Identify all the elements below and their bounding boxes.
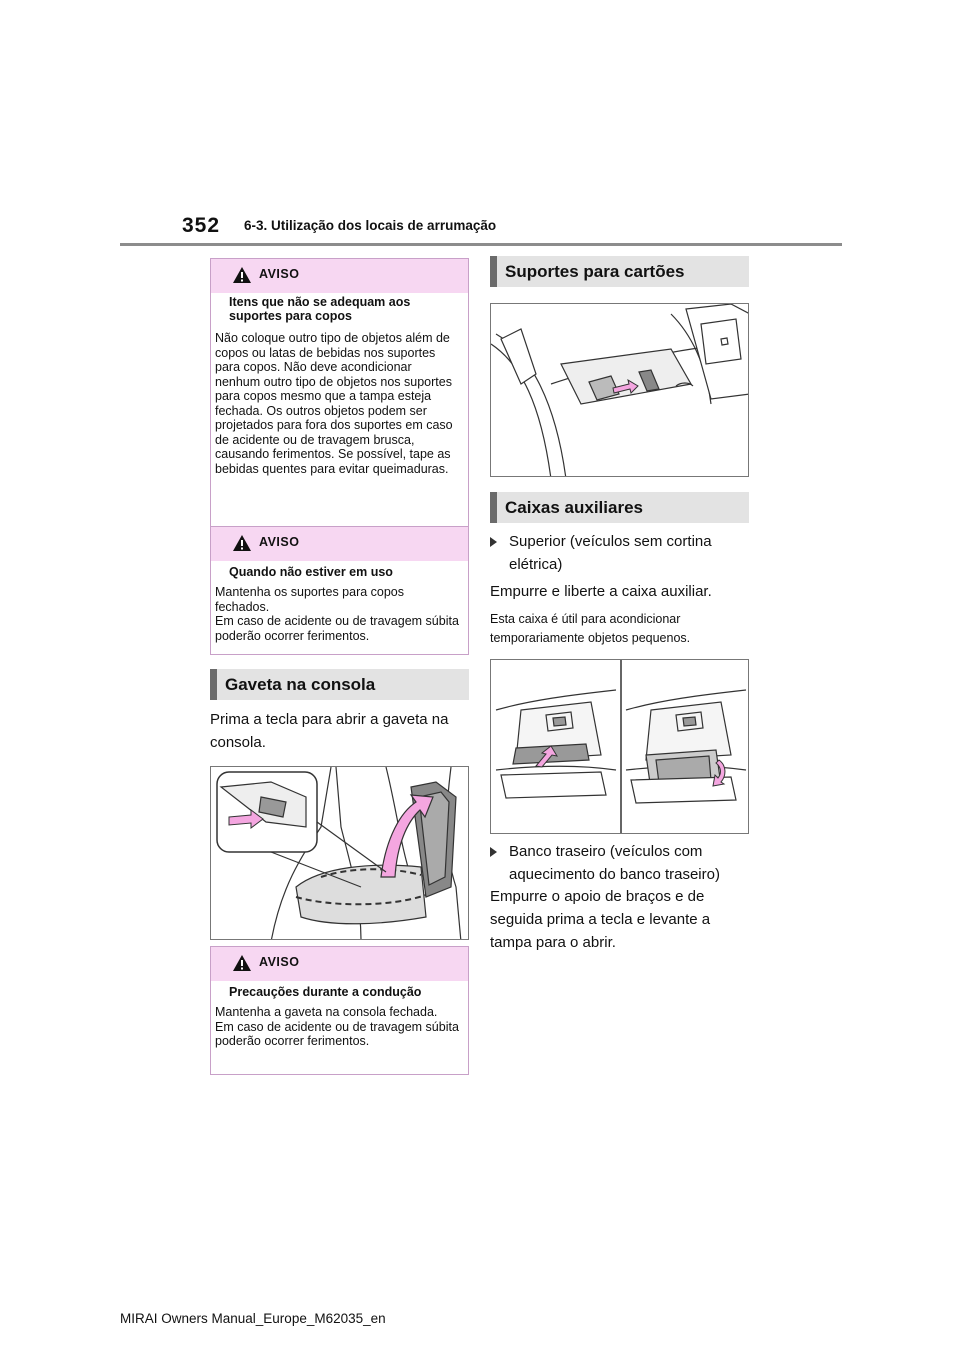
warning-label: AVISO (259, 267, 300, 281)
warning-subtitle: Precauções durante a condução (229, 985, 422, 999)
aux-instruction-2: Empurre o apoio de braços e de seguida prima a tecla e levante a tampa para o abrir. (490, 888, 711, 951)
section-heading-console: Gaveta na consola (210, 669, 469, 700)
section-title: 6-3. Utilização dos locais de arrumação (244, 218, 497, 233)
header-divider (120, 243, 842, 246)
bullet-arrow-icon (490, 537, 497, 547)
warning-triangle-icon (233, 267, 251, 283)
warning-box-driving (210, 946, 469, 1075)
warning-subtitle: Itens que não se adequam aos suportes para copos (229, 295, 411, 323)
warning-box-cup-holders (210, 258, 469, 527)
warning-triangle-icon (233, 535, 251, 551)
bullet-arrow-icon (490, 847, 497, 857)
console-drawer-illustration (210, 766, 469, 940)
aux-instruction-1: Empurre e liberte a caixa auxiliar. (490, 583, 712, 600)
aux-box-drawing (491, 660, 749, 834)
warning-box-not-in-use (210, 527, 469, 655)
warning-label: AVISO (259, 535, 300, 549)
bullet-text: Superior (veículos sem cortina elétrica) (509, 533, 712, 573)
section-heading-aux-boxes: Caixas auxiliares (490, 492, 749, 523)
bullet-upper (490, 530, 750, 576)
warning-subtitle: Quando não estiver em uso (229, 565, 393, 579)
card-holder-drawing (491, 304, 749, 477)
warning-header (211, 259, 468, 293)
warning-text: Não coloque outro tipo de objetos além de copos ou latas de bebidas nos suportes para copos. Não deve acondicionar nenhum outro tipo de objetos nos suportes para copos mesmo que a tampa esteja fechada. Os outros objetos podem ser projetados para fora dos suportes em caso de acidente ou de travagem brusca, causando ferimentos. Se possível, tape as bebidas quentes para evitar queimaduras. (215, 331, 453, 476)
warning-text: Mantenha a gaveta na consola fechada. Em caso de acidente ou de travagem súbita poderão ocorrer ferimentos. (215, 1005, 459, 1048)
warning-header (211, 947, 468, 981)
warning-text: Mantenha os suportes para copos fechados. Em caso de acidente ou de travagem súbita poderão ocorrer ferimentos. (215, 585, 459, 643)
section-heading-card-holders: Suportes para cartões (490, 256, 749, 287)
console-instruction: Prima a tecla para abrir a gaveta na consola. (210, 711, 449, 751)
aux-note: Esta caixa é útil para acondicionar temporariamente objetos pequenos. (490, 612, 691, 645)
page-number: 352 (182, 214, 221, 237)
warning-header (211, 527, 468, 561)
warning-label: AVISO (259, 955, 300, 969)
warning-triangle-icon (233, 955, 251, 971)
bullet-rear-seat (490, 840, 750, 886)
bullet-text: Banco traseiro (veículos com aquecimento do banco traseiro) (509, 843, 720, 883)
footer-text: MIRAI Owners Manual_Europe_M62035_en (120, 1311, 386, 1326)
console-drawer-drawing (211, 767, 469, 940)
aux-box-illustration (490, 659, 749, 834)
card-holder-illustration (490, 303, 749, 477)
